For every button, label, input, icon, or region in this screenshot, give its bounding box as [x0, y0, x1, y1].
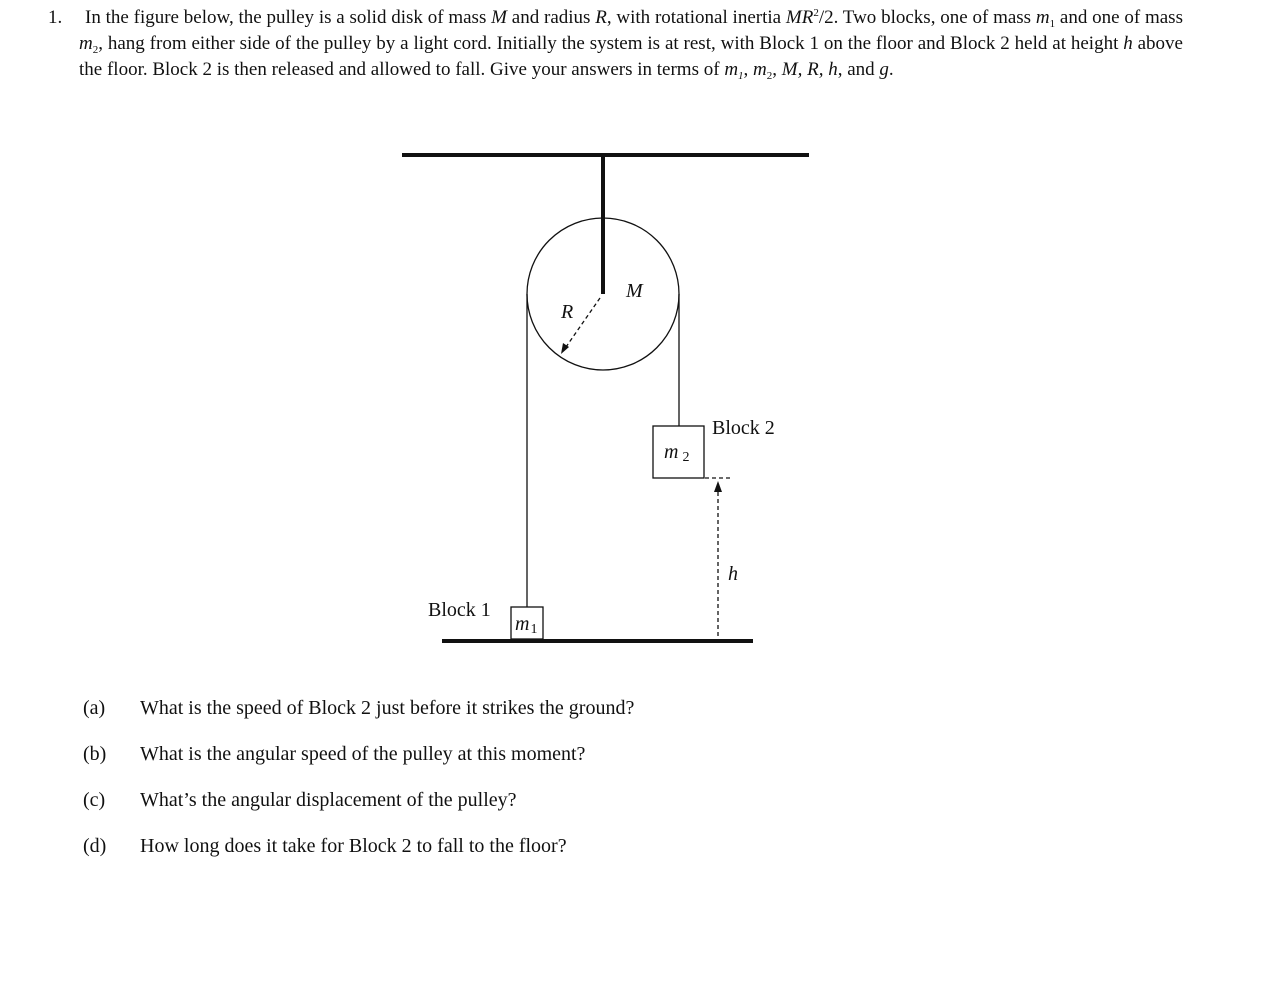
problem-text-segment: 1 [1049, 18, 1056, 30]
problem-text-segment: m [1035, 7, 1050, 28]
question-text: What is the angular speed of the pulley at this moment? [140, 743, 586, 765]
problem-text-segment: 1 [738, 70, 744, 82]
question-label: (c) [83, 789, 106, 811]
problem-text-segment: , [772, 59, 782, 80]
problem-text-segment: , hang from either side of the pulley by a light cord. Initially the system is at rest, with Block 1 on the floor and Block 2 held at height [98, 33, 1124, 54]
problem-text-segment: , [743, 59, 754, 80]
block-2-mass-label: m 2 [664, 441, 690, 465]
problem-text-segment: 2 [92, 44, 99, 56]
problem-text-segment: h [1123, 33, 1133, 54]
problem-text-segment: m [753, 59, 767, 80]
question-text: How long does it take for Block 2 to fall to the floor? [140, 835, 567, 857]
problem-text-segment: m [724, 59, 739, 80]
problem-text-segment: m [79, 33, 93, 54]
radius-label: R [561, 301, 574, 323]
problem-text-segment: above the floor. Block 2 is then released and allowed to fall. Give your answers in terms of [79, 33, 1183, 80]
problem-text-segment: 2 [766, 70, 773, 82]
pulley-mass-label: M [626, 280, 643, 302]
height-arrowhead [714, 481, 722, 492]
block-2 [653, 426, 704, 478]
problem-text-segment: 2 [813, 7, 819, 19]
problem-text-segment: M [491, 7, 507, 28]
question-label: (a) [83, 697, 106, 719]
problem-text-segment: M, R, h [781, 59, 838, 80]
problem-text-segment: . [888, 59, 894, 80]
problem-text-segment: /2. Two blocks, one of mass [818, 7, 1036, 28]
problem-text-segment: MR [785, 7, 814, 28]
height-label: h [728, 563, 738, 585]
block-1-label: Block 1 [428, 599, 491, 621]
problem-text-segment: g [879, 59, 889, 80]
problem-text-segment: , and [837, 59, 880, 80]
problem-text-segment: and one of mass [1055, 7, 1183, 28]
question-label: (b) [83, 743, 107, 765]
problem-text-segment: R [595, 7, 607, 28]
question-text: What’s the angular displacement of the pulley? [140, 789, 517, 811]
problem-text-segment: In the figure below, the pulley is a solid disk of mass [85, 7, 492, 28]
problem-text-segment: and radius [506, 7, 596, 28]
question-text: What is the speed of Block 2 just before it strikes the ground? [140, 697, 635, 719]
question-label: (d) [83, 835, 107, 857]
problem-number: 1. [48, 7, 63, 28]
block-2-label: Block 2 [712, 417, 775, 439]
problem-text-segment: , with rotational inertia [606, 7, 786, 28]
block-1-mass-label: m1 [515, 613, 538, 637]
